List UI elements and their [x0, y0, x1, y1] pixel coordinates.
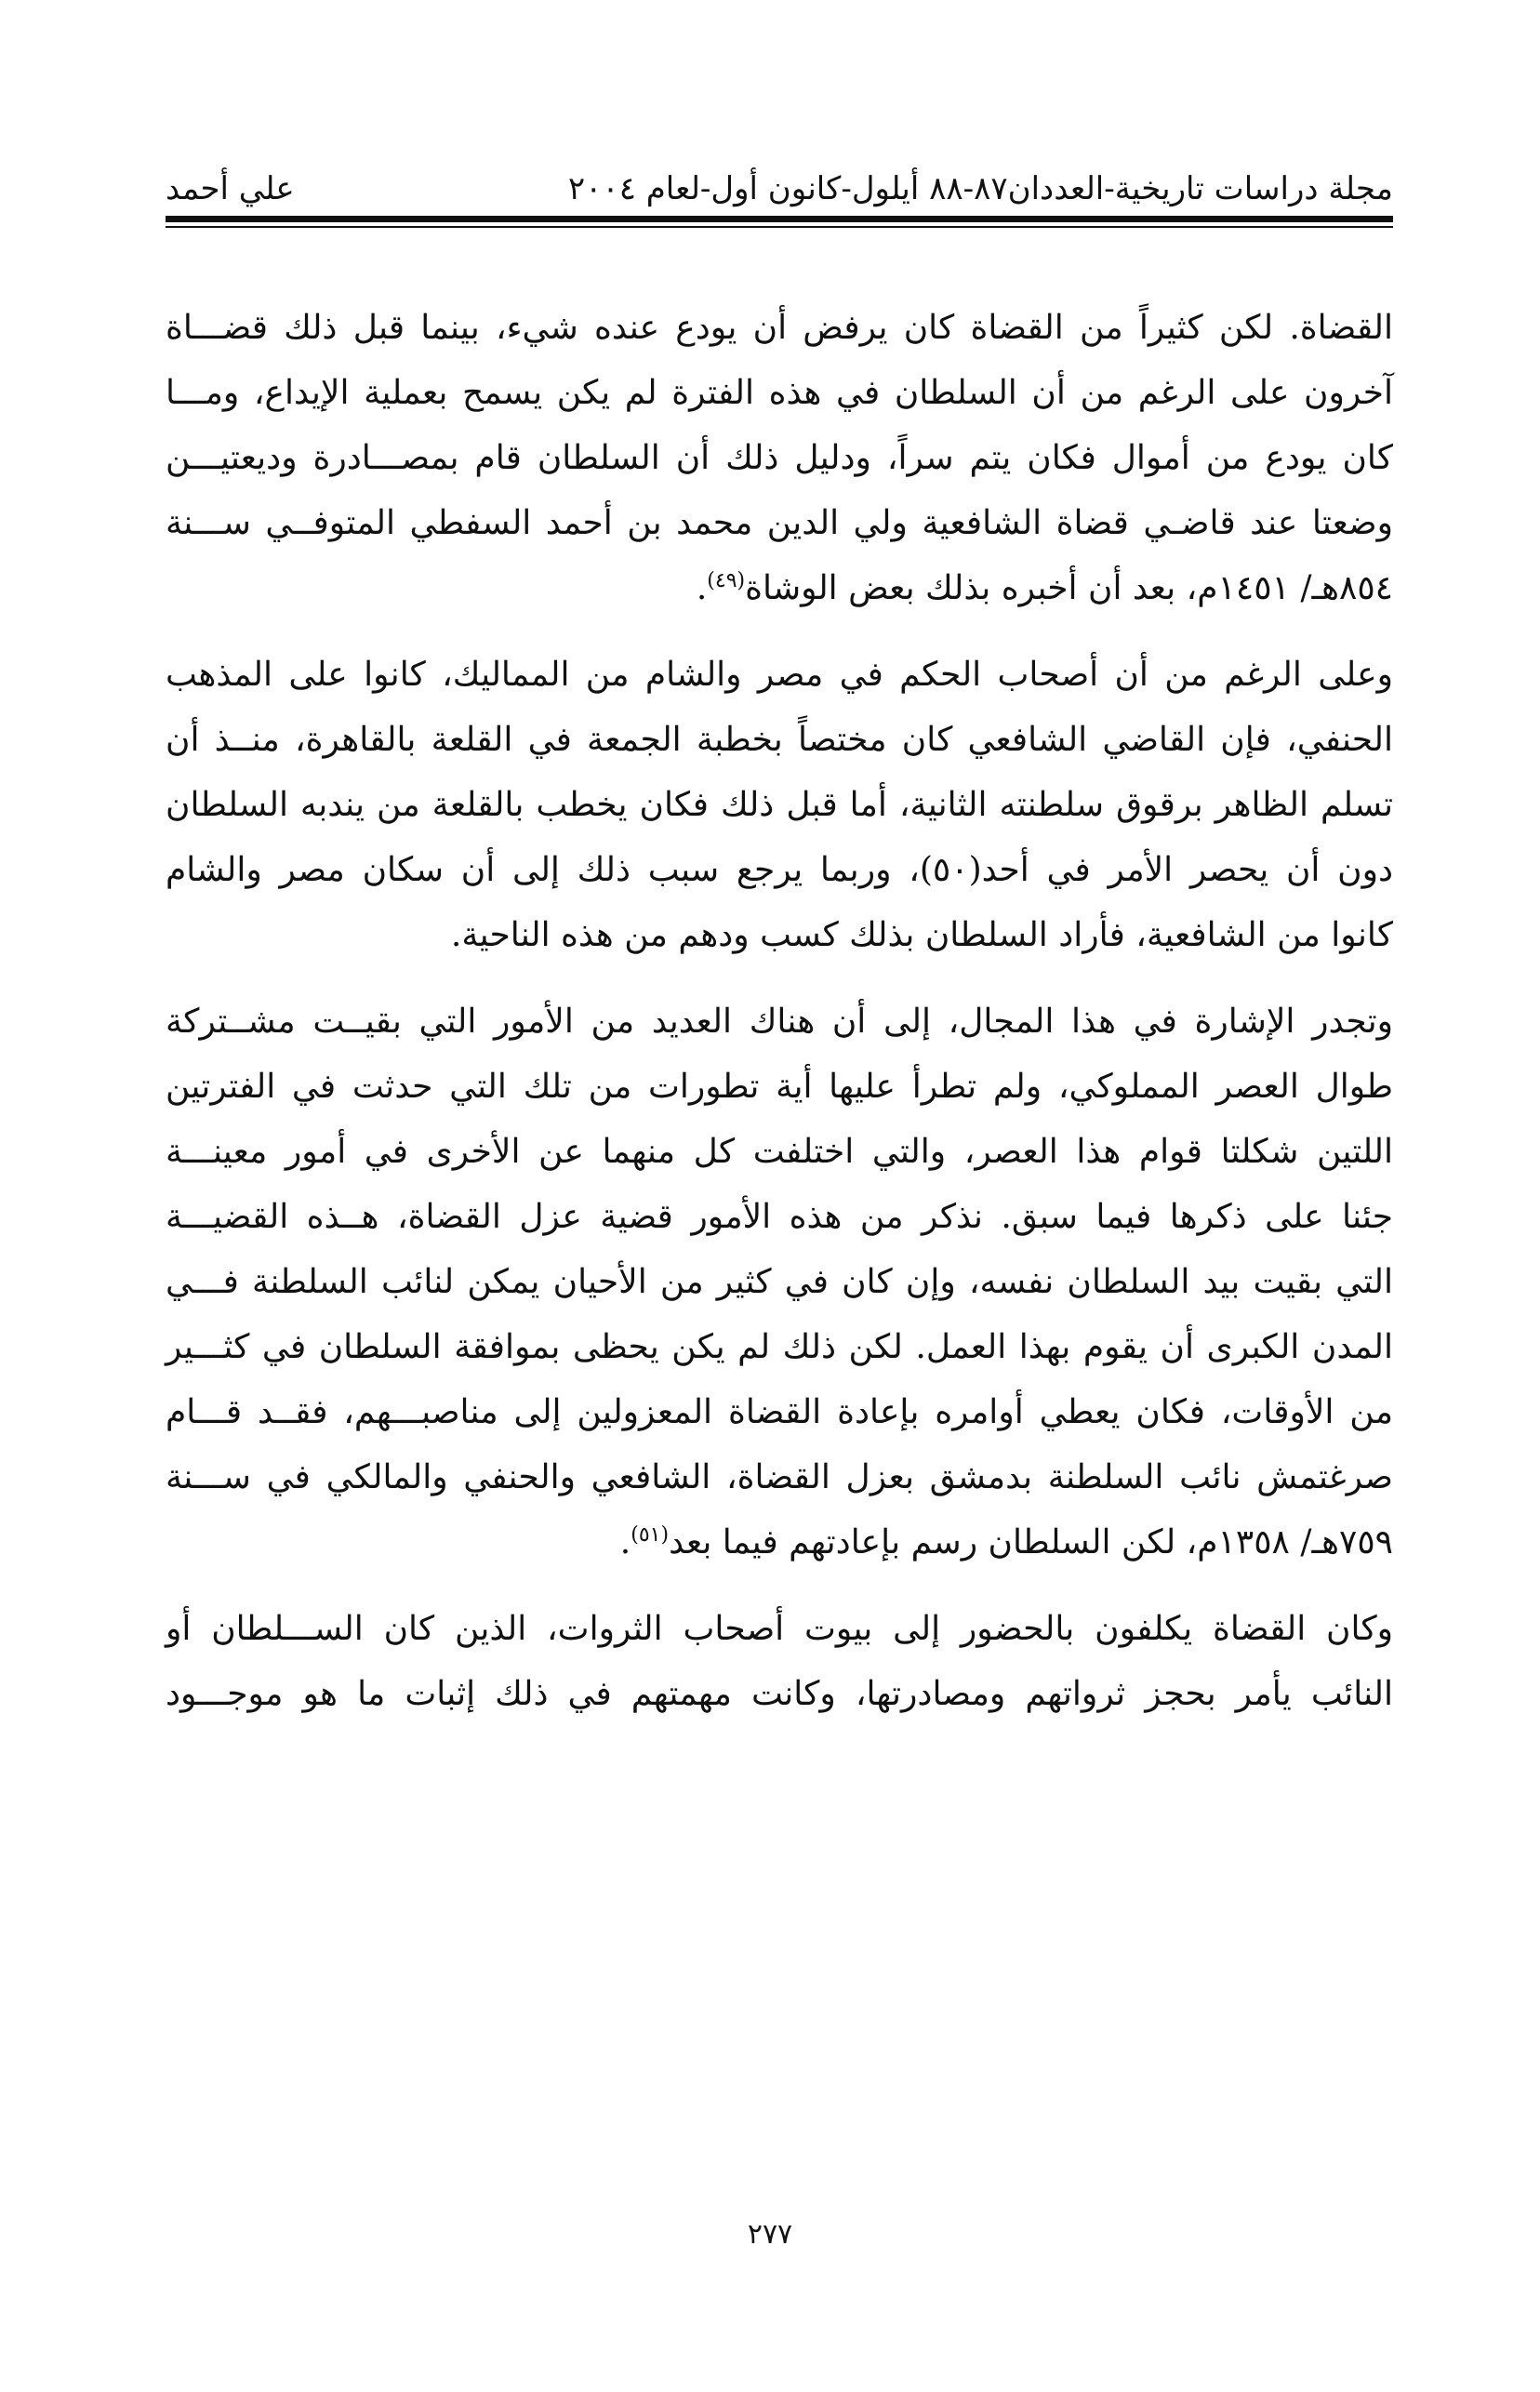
text-line: القضاة. لكن كثيراً من القضاة كان يرفض أن يودع عنده شيء، بينما قبل ذلك قضـــاة [166, 309, 1393, 347]
body-text [166, 296, 1393, 1748]
author-name: علي أحمد [166, 170, 295, 207]
text-fragment: . [696, 569, 708, 607]
text-line: دون أن يحصر الأمر في أحد(٥٠)، وربما يرجع سبب ذلك إلى أن سكان مصر والشام [166, 851, 1393, 889]
text-fragment: . [619, 1523, 631, 1561]
paragraph [166, 643, 1393, 968]
text-line: المدن الكبرى أن يقوم بهذا العمل. لكن ذلك لم يكن يحظى بموافقة السلطان في كثـــير [166, 1328, 1393, 1366]
text-line: الحنفي، فإن القاضي الشافعي كان مختصاً بخطبة الجمعة في القلعة بالقاهرة، منــذ أن [166, 721, 1393, 759]
journal-title: مجلة دراسات تاريخية-العددان٨٧-٨٨ أيلول-كانون أول-لعام ٢٠٠٤ [567, 170, 1393, 207]
page-number: ٢٧٧ [747, 2218, 793, 2251]
text-fragment: ٨٥٤هـ/ ١٤٥١م، بعد أن أخبره بذلك بعض الوشاة [745, 569, 1393, 607]
text-line: كانوا من الشافعية، فأراد السلطان بذلك كسب ودهم من هذه الناحية. [450, 916, 1393, 954]
footnote-ref: (٤٩) [707, 569, 746, 592]
text-line: من الأوقات، فكان يعطي أوامره بإعادة القضاة المعزولين إلى مناصبـــهم، فقــد قـــام [166, 1393, 1393, 1431]
running-header [166, 166, 1393, 212]
text-line: النائب يأمر بحجز ثرواتهم ومصادرتها، وكانت مهمتهم في ذلك إثبات ما هو موجـــود [166, 1675, 1393, 1713]
text-line: وضعتا عند قاضـي قضاة الشافعية ولي الدين محمد بن أحمد السفطي المتوفــي ســـنة [166, 504, 1393, 542]
text-line: آخرون على الرغم من أن السلطان في هذه الفترة لم يكن يسمح بعملية الإيداع، ومـــا [166, 374, 1393, 412]
text-line: اللتين شكلتا قوام هذا العصر، والتي اختلفت كل منهما عن الأخرى في أمور معينـــة [166, 1133, 1393, 1171]
text-line [166, 556, 1393, 621]
paragraph [166, 296, 1393, 621]
header-rule-thin [166, 226, 1393, 228]
text-line: وكان القضاة يكلفون بالحضور إلى بيوت أصحاب الثروات، الذين كان الســـلطان أو [166, 1610, 1393, 1648]
text-line: تسلم الظاهر برقوق سلطنته الثانية، أما قبل ذلك فكان يخطب بالقلعة من يندبه السلطان [166, 786, 1393, 824]
footnote-ref: (٥١) [631, 1523, 670, 1547]
text-line: وعلى الرغم من أن أصحاب الحكم في مصر والشام من المماليك، كانوا على المذهب [166, 656, 1393, 694]
text-line: جئنا على ذكرها فيما سبق. نذكر من هذه الأمور قضية عزل القضاة، هــذه القضيـــة [166, 1198, 1393, 1236]
text-line: طوال العصر المملوكي، ولم تطرأ عليها أية تطورات من تلك التي حدثت في الفترتين [166, 1068, 1393, 1106]
text-line [166, 1510, 1393, 1575]
text-line: وتجدر الإشارة في هذا المجال، إلى أن هناك العديد من الأمور التي بقيــت مشــتركة [166, 1003, 1393, 1041]
header-rule-thick [166, 216, 1393, 222]
text-fragment: ٧٥٩هـ/ ١٣٥٨م، لكن السلطان رسم بإعادتهم فيما بعد [669, 1523, 1393, 1561]
text-line: كان يودع من أموال فكان يتم سراً، ودليل ذلك أن السلطان قام بمصـــادرة وديعتيـــن [166, 439, 1393, 477]
paragraph [166, 990, 1393, 1575]
text-line: التي بقيت بيد السلطان نفسه، وإن كان في كثير من الأحيان يمكن لنائب السلطنة فـــي [166, 1263, 1393, 1301]
text-line: صرغتمش نائب السلطنة بدمشق بعزل القضاة، الشافعي والحنفي والمالكي في ســـنة [166, 1458, 1393, 1496]
paragraph [166, 1597, 1393, 1727]
